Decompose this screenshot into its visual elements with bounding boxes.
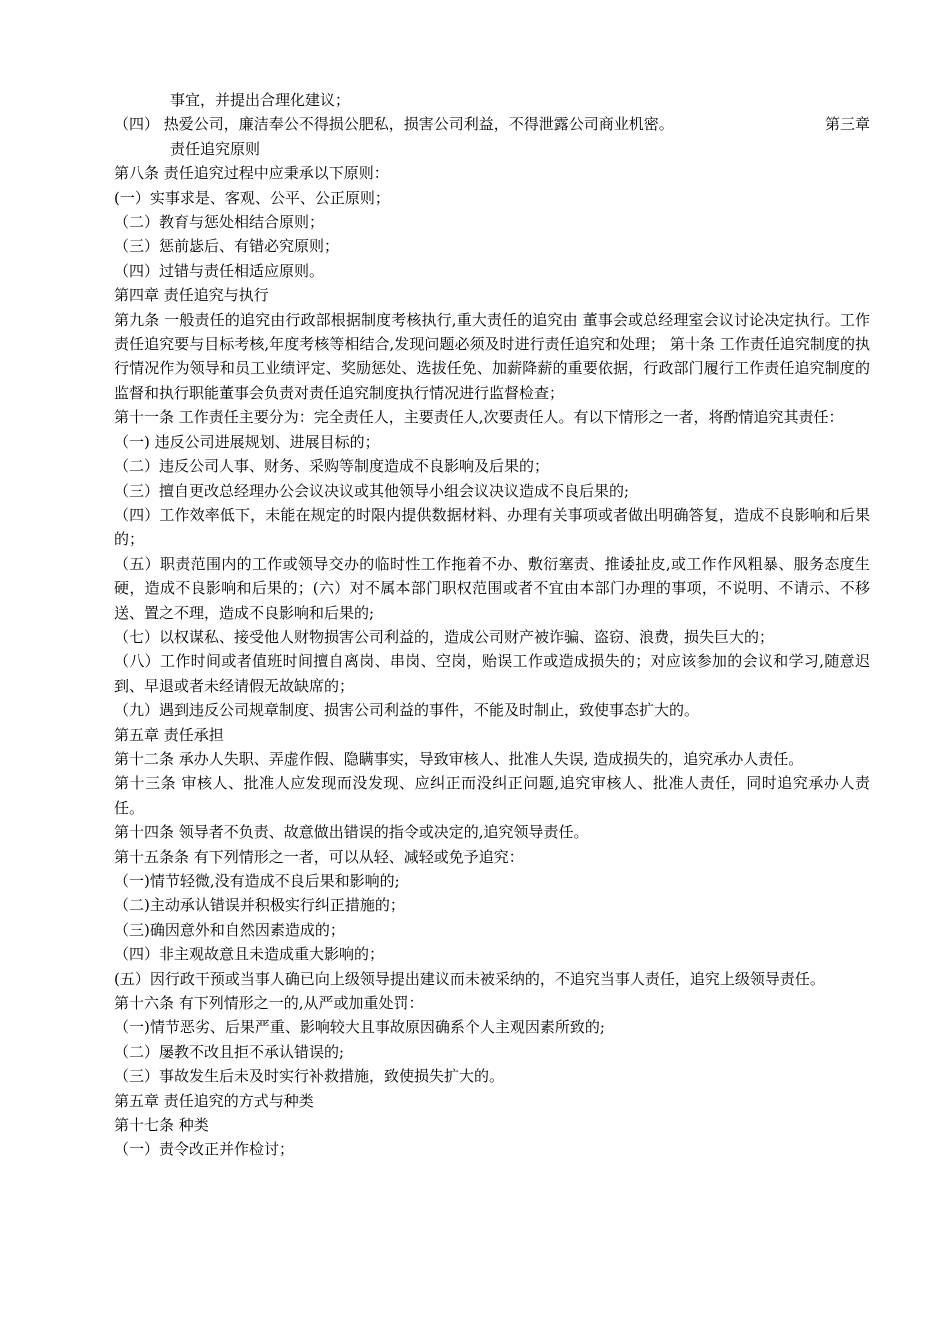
list-item: （八）工作时间或者值班时间擅自离岗、串岗、空岗，贻误工作或造成损失的；对应该参加的会议和学习,随意迟到、早退或者未经请假无故缺席的； xyxy=(114,652,870,695)
article-9-10: 第九条 一般责任的追究由行政部根据制度考核执行,重大责任的追究由 董事会或总经理室会议讨论决定执行。工作责任追究要与目标考核,年度考核等相结合,发现问题必须及时进行责任追究和处理； 第十条 工作责任追究制度的执行情况作为领导和员工业绩评定、奖励惩处、选拔任免、加薪降薪的重要依据，行政部门履行工作责任追究制度的监督和执行职能董事会负责对责任追究制度执行情况进行监督检查； xyxy=(114,310,870,402)
list-item: （一) 违反公司进展规划、进展目标的； xyxy=(114,432,380,451)
text-line xyxy=(114,112,870,136)
item-4-duty: （四） 热爱公司，廉洁奉公不得损公肥私，损害公司利益，不得泄露公司商业机密。 xyxy=(114,115,674,134)
list-item: (五）因行政干预或当事人确已向上级领导提出建议而未被采纳的，不追究当事人责任，追究上级领导责任。 xyxy=(114,969,825,988)
list-item: （四）非主观故意且未造成重大影响的； xyxy=(114,945,385,964)
list-item: （四）工作效率低下，未能在规定的时限内提供数据材料、办理有关事项或者做出明确答复，造成不良影响和后果的； xyxy=(114,505,870,549)
list-item: （七）以权谋私、接受他人财物损害公司利益的，造成公司财产被诈骗、盗窃、浪费，损失巨大的； xyxy=(114,627,775,646)
article-14: 第十四条 领导者不负责、故意做出错误的指令或决定的,追究领导责任。 xyxy=(114,823,589,842)
principle-1: (一）实事求是、客观、公平、公正原则； xyxy=(114,188,390,207)
article-17: 第十七条 种类 xyxy=(114,1116,209,1135)
principle-2: （二）教育与惩处相结合原则； xyxy=(114,213,325,232)
principle-4: （四）过错与责任相适应原则。 xyxy=(114,261,325,280)
list-item: （五）职责范围内的工作或领导交办的临时性工作拖着不办、敷衍塞责、推诿扯皮,或工作作风粗暴、服务态度生硬，造成不良影响和后果的；(六）对不属本部门职权范围或者不宜由本部门办理的事项，不说明、不请示、不移送、置之不理，造成不良影响和后果的; xyxy=(114,554,870,622)
document-page xyxy=(114,88,870,1162)
principle-3: （三）惩前毖后、有错必究原则； xyxy=(114,237,340,256)
list-item: （一)情节轻微,没有造成不良后果和影响的; xyxy=(114,872,400,890)
text-line: 事宜，并提出合理化建议； xyxy=(170,91,351,109)
list-item: （三）事故发生后未及时实行补救措施，致使损失扩大的。 xyxy=(114,1067,505,1086)
list-item: （二）屡教不改且拒不承认错误的; xyxy=(114,1042,345,1061)
chapter-5b-heading: 第五章 责任追究的方式与种类 xyxy=(114,1091,314,1110)
list-item: （三)确因意外和自然因素造成的； xyxy=(114,920,345,939)
list-item: （一)情节恶劣、后果严重、影响较大且事故原因确系个人主观因素所致的; xyxy=(114,1018,605,1037)
article-11: 第十一条 工作责任主要分为：完全责任人，主要责任人,次要责任人。有以下情形之一者，将酌情追究其责任： xyxy=(114,408,844,427)
chapter-4-heading: 第四章 责任追究与执行 xyxy=(114,286,269,305)
chapter-3-title: 责任追究原则 xyxy=(170,139,261,158)
article-8: 第八条 责任追究过程中应秉承以下原则： xyxy=(114,164,389,183)
article-15: 第十五条条 有下列情形之一者，可以从轻、减轻或免予追究： xyxy=(114,847,524,866)
list-item: （三）擅自更改总经理办公会议决议或其他领导小组会议决议造成不良后果的; xyxy=(114,481,630,500)
article-12: 第十二条 承办人失职、弄虚作假、隐瞒事实，导致审核人、批准人失误, 造成损失的，追究承办人责任。 xyxy=(114,749,804,768)
list-item: （九）遇到违反公司规章制度、损害公司利益的事件，不能及时制止，致使事态扩大的。 xyxy=(114,701,700,720)
list-item: （二）违反公司人事、财务、采购等制度造成不良影响及后果的； xyxy=(114,457,550,476)
chapter-3-label: 第三章 xyxy=(824,115,870,134)
chapter-5-heading: 第五章 责任承担 xyxy=(114,725,224,744)
article-13: 第十三条 审核人、批准人应发现而没发现、应纠正而没纠正问题,追究审核人、批准人责任，同时追究承办人责任。 xyxy=(114,774,870,817)
list-item: （一）责令改正并作检讨； xyxy=(114,1140,295,1159)
list-item: （二)主动承认错误并积极实行纠正措施的； xyxy=(114,896,405,915)
article-16: 第十六条 有下列情形之一的,从严或加重处罚： xyxy=(114,994,424,1013)
